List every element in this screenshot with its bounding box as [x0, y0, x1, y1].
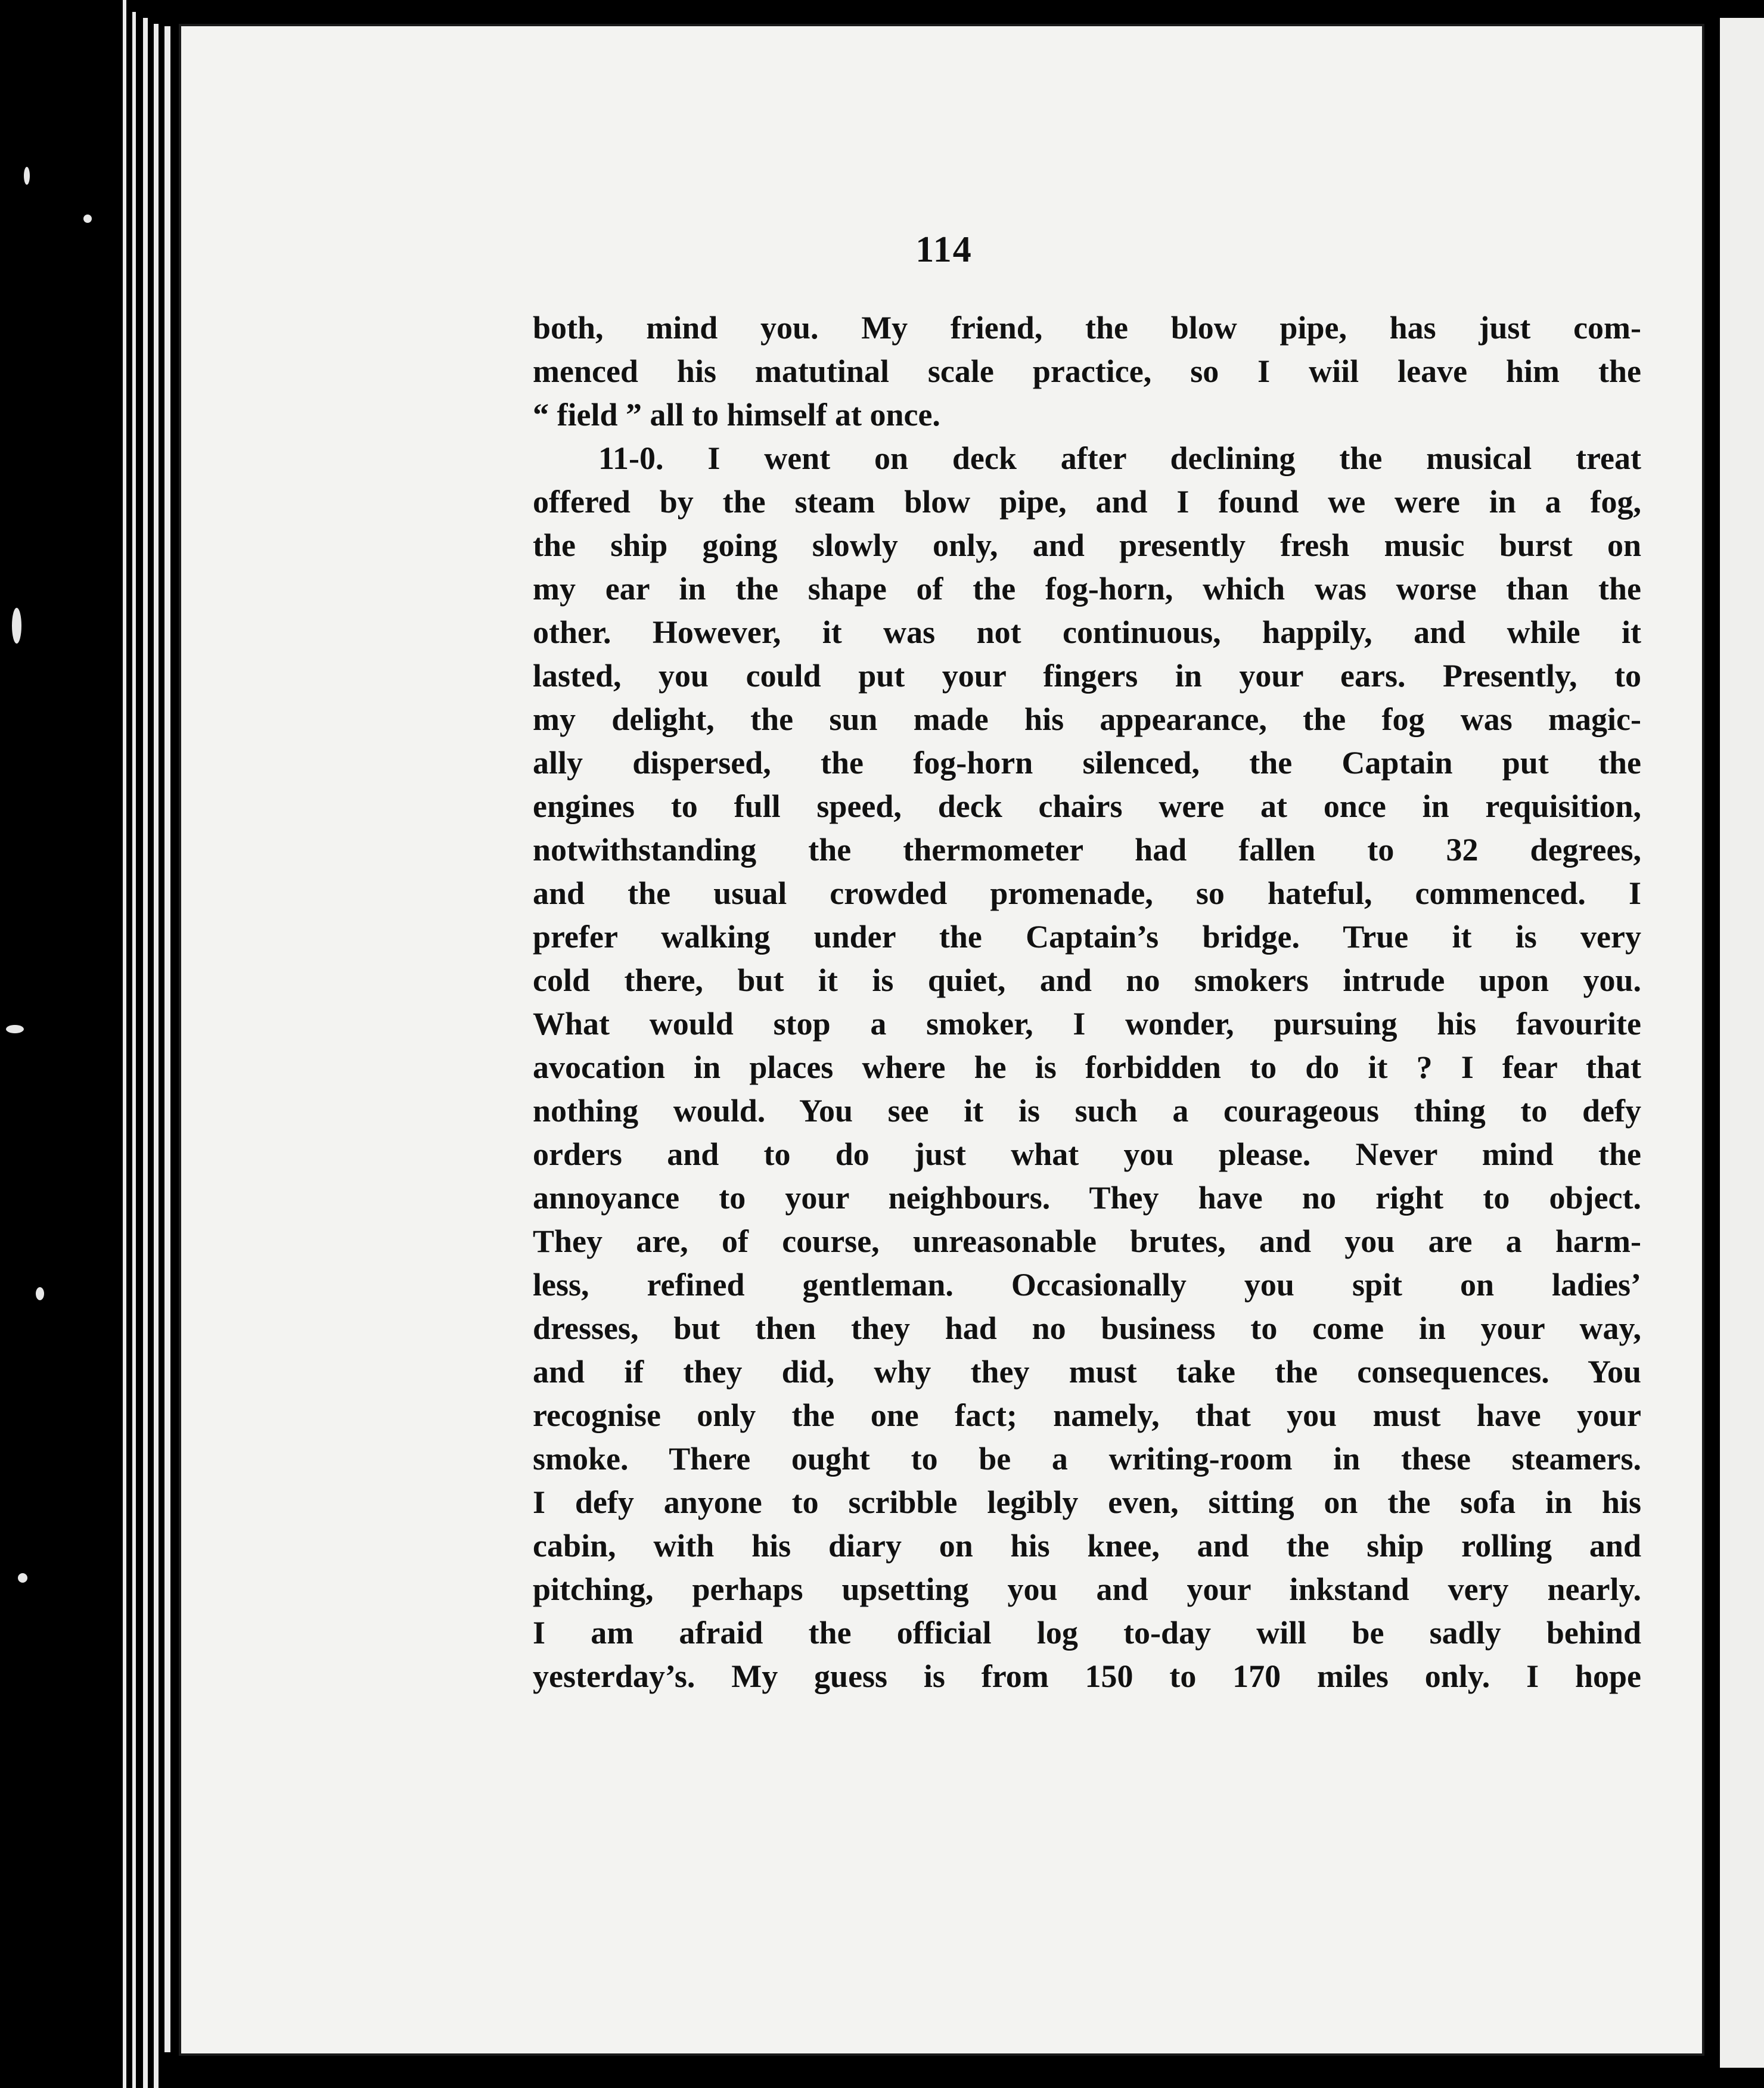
text-line: pitching, perhaps upsetting you and your inkstand very nearly. — [533, 1571, 1641, 1607]
scan-speck — [12, 608, 21, 644]
text-line: prefer walking under the Captain’s bridge. True it is very — [533, 919, 1641, 955]
scan-speck — [83, 215, 92, 223]
text-line: less, refined gentleman. Occasionally you spit on ladies’ — [533, 1267, 1641, 1303]
text-line: cold there, but it is quiet, and no smokers intrude upon you. — [533, 962, 1641, 998]
text-line: and the usual crowded promenade, so hateful, commenced. I — [533, 875, 1641, 911]
text-line: lasted, you could put your fingers in your ears. Presently, to — [533, 658, 1641, 694]
text-line: my delight, the sun made his appearance, the fog was magic- — [533, 701, 1641, 737]
text-line: What would stop a smoker, I wonder, pursuing his favourite — [533, 1006, 1641, 1042]
page-edge — [132, 12, 136, 2088]
text-line: other. However, it was not continuous, happily, and while it — [533, 614, 1641, 650]
text-line: notwithstanding the thermometer had fallen to 32 degrees, — [533, 832, 1641, 868]
text-line: the ship going slowly only, and presently fresh music burst on — [533, 527, 1641, 563]
text-line: 11-0. I went on deck after declining the musical treat — [598, 440, 1641, 476]
text-line: nothing would. You see it is such a courageous thing to defy — [533, 1093, 1641, 1129]
text-line: menced his matutinal scale practice, so I wiil leave him the — [533, 353, 1641, 389]
facing-page-edge — [1720, 18, 1764, 2068]
text-line: annoyance to your neighbours. They have no right to object. — [533, 1180, 1641, 1216]
page-edge — [164, 26, 170, 2052]
scan-speck — [18, 1573, 27, 1583]
text-line: orders and to do just what you please. Never mind the — [533, 1136, 1641, 1172]
text-line: cabin, with his diary on his knee, and the ship rolling and — [533, 1528, 1641, 1564]
text-line: dresses, but then they had no business to come in your way, — [533, 1310, 1641, 1346]
page-edge — [154, 24, 159, 2088]
text-line: both, mind you. My friend, the blow pipe, has just com- — [533, 310, 1641, 346]
text-line: They are, of course, unreasonable brutes, and you are a harm- — [533, 1223, 1641, 1259]
text-line: engines to full speed, deck chairs were at once in requisition, — [533, 788, 1641, 824]
scan-speck — [6, 1025, 24, 1033]
text-line: I am afraid the official log to-day will be sadly behind — [533, 1615, 1641, 1651]
text-line: ally dispersed, the fog-horn silenced, the Captain put the — [533, 745, 1641, 781]
page-edge — [143, 18, 148, 2088]
body-text — [533, 306, 1641, 1698]
text-line: recognise only the one fact; namely, that you must have your — [533, 1397, 1641, 1433]
text-line: and if they did, why they must take the consequences. You — [533, 1354, 1641, 1390]
scan-speck — [36, 1287, 44, 1300]
page-edge — [123, 0, 126, 2088]
scan-speck — [24, 167, 30, 185]
page-number: 114 — [915, 229, 973, 270]
text-line: avocation in places where he is forbidden to do it ? I fear that — [533, 1049, 1641, 1085]
text-line: offered by the steam blow pipe, and I found we were in a fog, — [533, 484, 1641, 520]
text-line: I defy anyone to scribble legibly even, sitting on the sofa in his — [533, 1484, 1641, 1520]
text-line: yesterday’s. My guess is from 150 to 170 miles only. I hope — [533, 1658, 1641, 1694]
text-line: “ field ” all to himself at once. — [533, 397, 940, 433]
text-line: my ear in the shape of the fog-horn, which was worse than the — [533, 571, 1641, 607]
text-line: smoke. There ought to be a writing-room in these steamers. — [533, 1441, 1641, 1477]
book-page — [179, 24, 1704, 2056]
